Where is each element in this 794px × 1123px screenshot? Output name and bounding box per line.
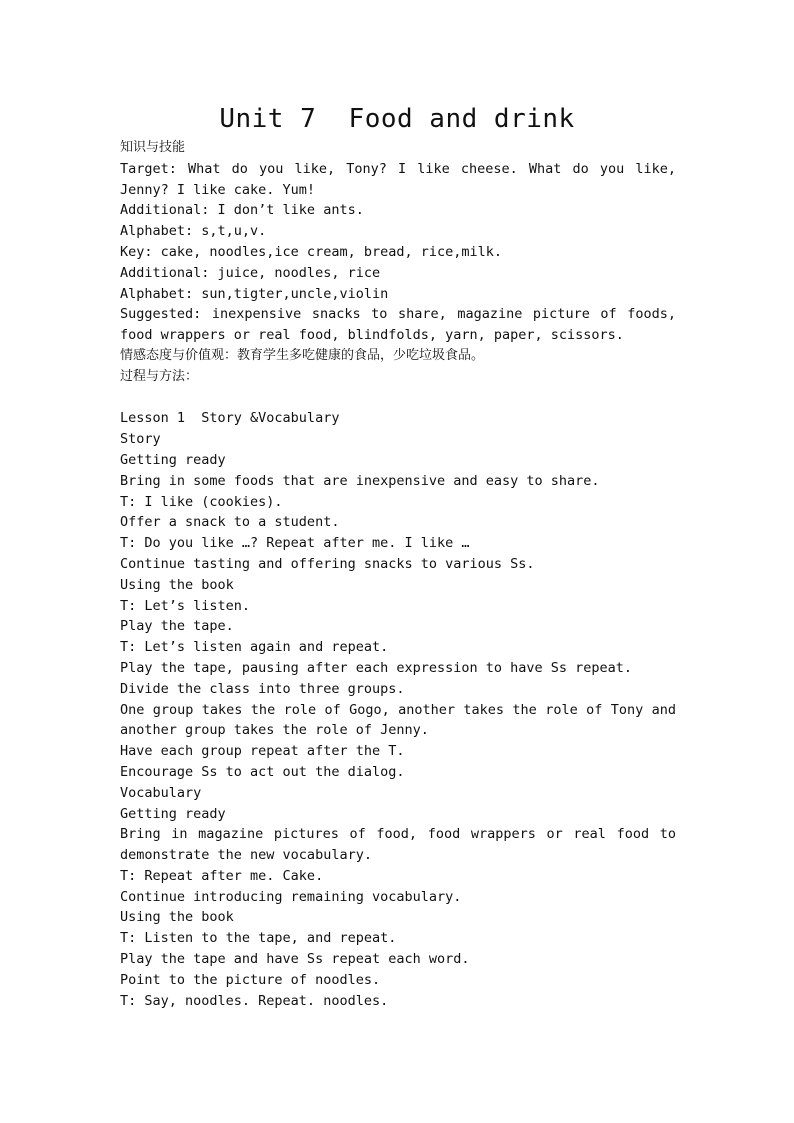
body-line-teacher-cookies: T: I like (cookies). (120, 493, 283, 510)
subheading-story: Story (120, 431, 161, 448)
subheading-getting-ready-1: Getting ready (120, 451, 226, 468)
section-heading-values: 情感态度与价值观：教育学生多吃健康的食品，少吃垃圾食品。 (120, 347, 485, 363)
document-title: Unit 7 Food and drink (219, 104, 575, 134)
body-line-additional-1: Additional: I don’t like ants. (120, 202, 364, 219)
body-line-play-tape-pausing: Play the tape, pausing after each expression to have Ss repeat. (120, 659, 633, 676)
body-line-say-noodles: T: Say, noodles. Repeat. noodles. (120, 992, 389, 1009)
body-line-target: Target: What do you like, Tony? I like cheese. What do you like, Jenny? I like cake. Yum! (120, 160, 685, 198)
body-line-bring-pictures: Bring in magazine pictures of food, food wrappers or real food to demonstrate the new vocabulary. (120, 826, 685, 864)
body-line-teacher-do-you-like: T: Do you like …? Repeat after me. I like … (120, 535, 470, 552)
body-line-alphabet-2: Alphabet: sun,tigter,uncle,violin (120, 285, 389, 302)
subheading-vocabulary: Vocabulary (120, 784, 202, 801)
lesson-heading: Lesson 1 Story &Vocabulary (120, 410, 340, 427)
body-line-listen-tape: T: Listen to the tape, and repeat. (120, 930, 397, 947)
body-line-suggested: Suggested: inexpensive snacks to share, magazine picture of foods, food wrappers or real food, blindfolds, yarn, paper, scissors. (120, 306, 685, 344)
body-line-alphabet-1: Alphabet: s,t,u,v. (120, 223, 267, 240)
section-heading-process: 过程与方法： (120, 368, 199, 384)
body-line-point-noodles: Point to the picture of noodles. (120, 971, 381, 988)
body-line-additional-2: Additional: juice, noodles, rice (120, 264, 381, 281)
body-line-listen-repeat: T: Let’s listen again and repeat. (120, 639, 389, 656)
body-line-group-roles: One group takes the role of Gogo, another takes the role of Tony and another group takes the role of Jenny. (120, 701, 685, 739)
body-line-repeat-cake: T: Repeat after me. Cake. (120, 867, 324, 884)
subheading-getting-ready-2: Getting ready (120, 805, 226, 822)
body-line-group-repeat: Have each group repeat after the T. (120, 743, 405, 760)
blank-line (120, 388, 676, 409)
body-line-bring-foods: Bring in some foods that are inexpensive and easy to share. (120, 472, 600, 489)
body-line-key: Key: cake, noodles,ice cream, bread, rice,milk. (120, 243, 503, 260)
document-body (120, 138, 685, 1011)
body-line-continue-introducing: Continue introducing remaining vocabulary. (120, 888, 462, 905)
body-line-act-out: Encourage Ss to act out the dialog. (120, 763, 405, 780)
body-line-continue-tasting: Continue tasting and offering snacks to various Ss. (120, 555, 535, 572)
body-line-repeat-each-word: Play the tape and have Ss repeat each word. (120, 951, 470, 968)
subheading-using-book-1: Using the book (120, 576, 234, 593)
body-line-divide-class: Divide the class into three groups. (120, 680, 405, 697)
body-line-offer-snack: Offer a snack to a student. (120, 514, 340, 531)
body-line-play-tape: Play the tape. (120, 618, 234, 635)
subheading-using-book-2: Using the book (120, 909, 234, 926)
section-heading-knowledge-skills: 知识与技能 (120, 140, 186, 155)
body-line-lets-listen: T: Let’s listen. (120, 597, 251, 614)
